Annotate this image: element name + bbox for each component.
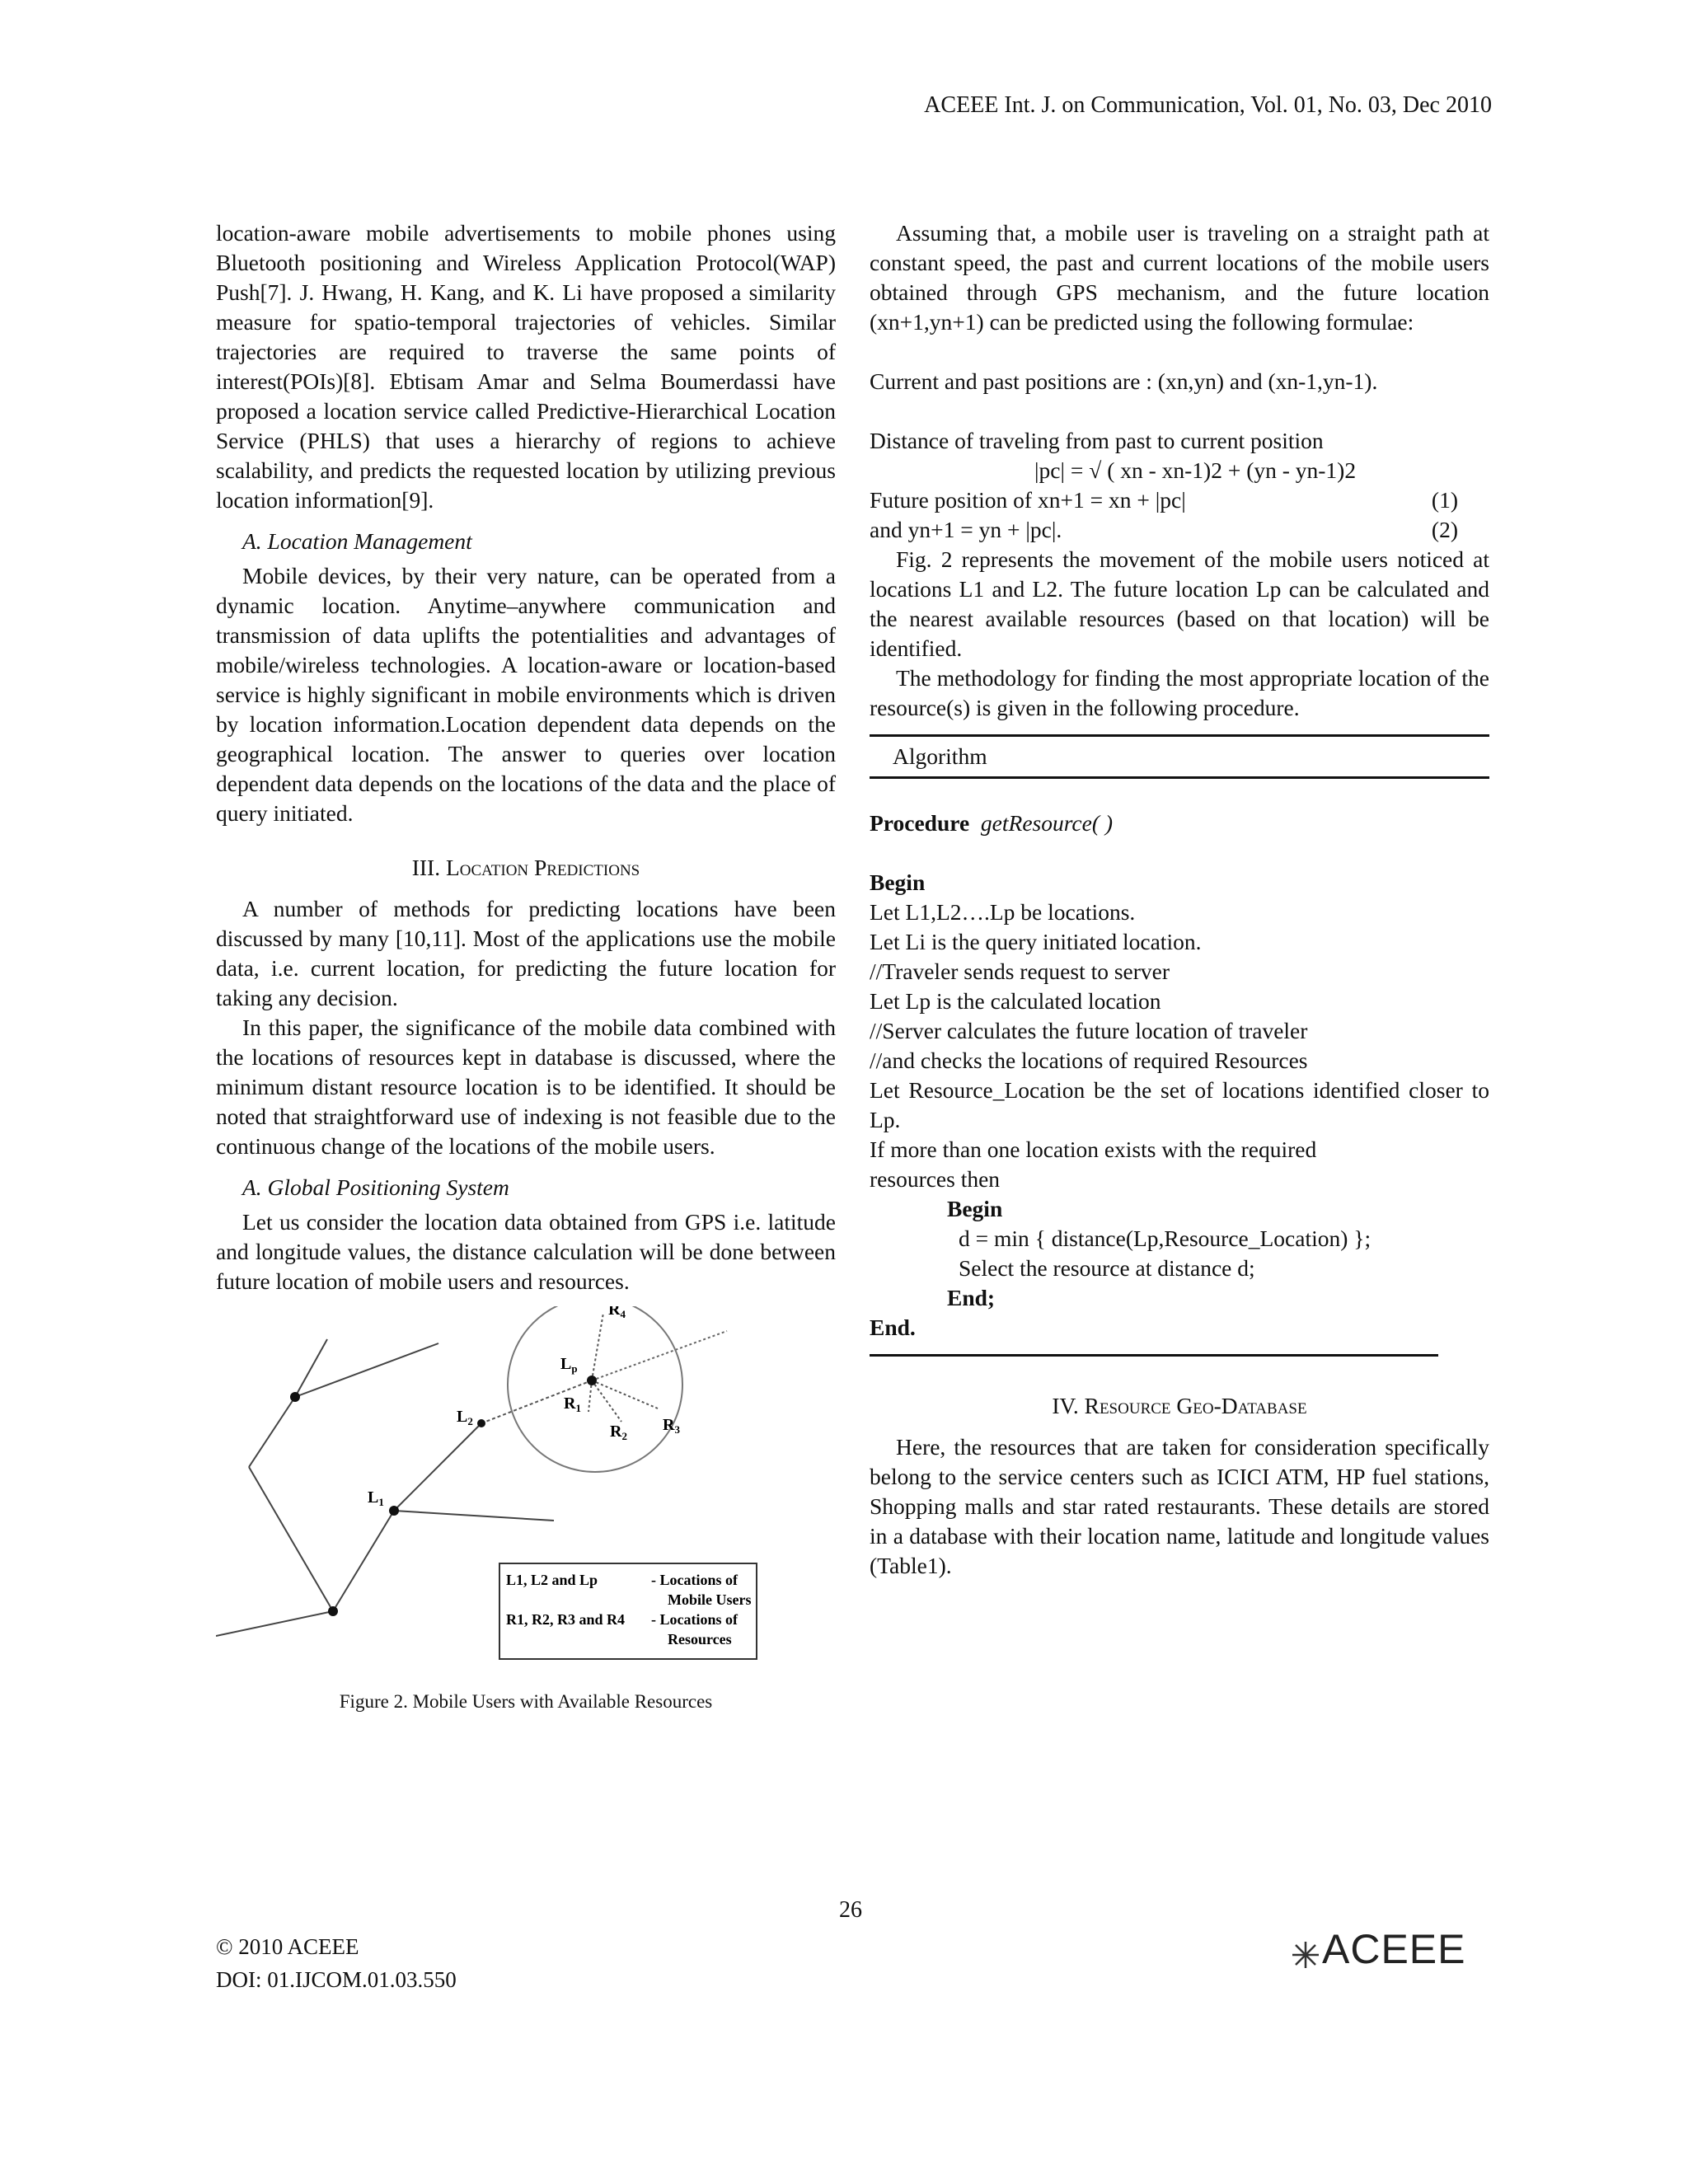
copyright: © 2010 ACEEE xyxy=(216,1934,359,1959)
equation-1-body: Future position of xn+1 = xn + |pc| xyxy=(870,487,1186,513)
aceee-logo-text: ACEEE xyxy=(1322,1926,1466,1972)
distance-formula: |pc| = √ ( xn - xn-1)2 + (yn - yn-1)2 xyxy=(1034,457,1357,483)
left-paragraph-1: location-aware mobile advertisements to mobile phones using Bluetooth positioning and Wireless Application Protocol(WAP) Push[7]. J. Hwang, H. Kang, and K. Li have proposed a similarity measure for spatio-temporal trajectories of vehicles. Similar trajectories are required to traverse the same points of interest(POIs)[8]. Ebtisam Amar and Selma Boumerdassi have proposed a location service called Predictive-Hierarchical Location Service (PHLS) that uses a hierarchy of regions to achieve scalability, and predicts the requested location by utilizing previous location information[9]. xyxy=(216,220,836,513)
section-location-predictions: III. Location Predictions xyxy=(411,855,640,880)
algorithm-inner-line-2: Select the resource at distance d; xyxy=(959,1255,1255,1281)
right-paragraph-4: Here, the resources that are taken for consideration specifically belong to the service centers such as ICICI ATM, HP fuel stations, Shopping malls and star rated restaurants. These details are stored in a database with their location name, latitude and longitude values (Table1). xyxy=(870,1434,1489,1578)
algorithm-line: Let Lp is the calculated location xyxy=(870,988,1161,1014)
search-radius-circle xyxy=(508,1306,682,1472)
label-r3: $R_3$ xyxy=(663,1416,680,1436)
distance-intro: Distance of traveling from past to current position xyxy=(870,428,1324,453)
equation-2-body: and yn+1 = yn + |pc|. xyxy=(870,517,1062,542)
location-l1-node xyxy=(389,1506,399,1516)
label-l1: $L_1$ xyxy=(368,1488,384,1508)
path-segment xyxy=(249,1397,295,1467)
positions-line: Current and past positions are : (xn,yn) and (xn-1,yn-1). xyxy=(870,368,1378,394)
legend-row2-value-b: Resources xyxy=(668,1631,732,1647)
label-lp: $L_p$ xyxy=(560,1355,578,1375)
resource-link-r4 xyxy=(592,1313,603,1380)
algorithm-line: Let L1,L2….Lp be locations. xyxy=(870,899,1136,925)
algorithm-inner-begin: Begin xyxy=(947,1196,1003,1221)
procedure-name: getResource( ) xyxy=(980,810,1114,836)
left-paragraph-2: Mobile devices, by their very nature, can be operated from a dynamic location. Anytime–anywhere communication and transmission of data uplifts the potentialities and advantages of mobile/wireless technologies. A location-aware or location-based service is highly significant in mobile environments which is driven by location information.Location dependent data depends on the geographical location. The answer to queries over location dependent data depends on the locations of the data and the place of query initiated. xyxy=(216,563,836,826)
right-column xyxy=(870,218,1489,1581)
path-segment xyxy=(216,1611,333,1636)
predicted-path-extension xyxy=(592,1331,727,1380)
algorithm-line: //Traveler sends request to server xyxy=(870,958,1170,984)
algorithm-inner-line-1: d = min { distance(Lp,Resource_Location) }; xyxy=(959,1226,1372,1251)
right-paragraph-2: Fig. 2 represents the movement of the mobile users noticed at locations L1 and L2. The future location Lp can be calculated and the nearest available resources (based on that location) will be identified. xyxy=(870,546,1489,661)
legend-row2-key: R1, R2, R3 and R4 xyxy=(506,1611,626,1628)
equation-1 xyxy=(870,485,1489,515)
path-segment xyxy=(394,1423,481,1511)
path-segment xyxy=(249,1467,333,1611)
figure-caption: Figure 2. Mobile Users with Available Resources xyxy=(339,1691,713,1712)
procedure-keyword: Procedure xyxy=(870,810,970,836)
algorithm-inner-end: End; xyxy=(947,1285,996,1310)
section-resource-geo-database: IV. Resource Geo-Database xyxy=(1052,1393,1307,1418)
path-segment xyxy=(333,1511,394,1611)
left-paragraph-5: Let us consider the location data obtained from GPS i.e. latitude and longitude values, the distance calculation will be done between future location of mobile users and resources. xyxy=(216,1209,836,1294)
legend-row2-value-a: - Locations of xyxy=(651,1611,738,1628)
doi: DOI: 01.IJCOM.01.03.550 xyxy=(216,1967,457,1992)
algorithm-line: //Server calculates the future location of traveler xyxy=(870,1018,1308,1043)
path-node xyxy=(328,1606,338,1616)
algorithm-title: Algorithm xyxy=(893,743,987,769)
algorithm-if-line-2: resources then xyxy=(870,1166,1001,1192)
algorithm-bottom-rule xyxy=(870,1354,1438,1357)
label-l2: $L_2$ xyxy=(457,1408,473,1427)
algorithm-end: End. xyxy=(870,1315,916,1340)
figure-2 xyxy=(216,1306,836,1677)
path-node xyxy=(290,1392,300,1402)
label-r1: $R_1$ xyxy=(564,1394,581,1414)
right-paragraph-1: Assuming that, a mobile user is traveling on a straight path at constant speed, the past and current locations of the mobile users obtained through GPS mechanism, and the future location (xn+1,yn+1) can be predicted using the following formulae: xyxy=(870,220,1489,335)
location-lp-node xyxy=(587,1376,597,1385)
equation-2 xyxy=(870,515,1489,545)
algorithm-if-line-1: If more than one location exists with the required xyxy=(870,1137,1317,1162)
legend-row1-value-b: Mobile Users xyxy=(668,1591,752,1608)
legend-row1-value-a: - Locations of xyxy=(651,1572,738,1588)
legend-row1-key: L1, L2 and Lp xyxy=(506,1572,598,1588)
algorithm-resource-line: Let Resource_Location be the set of locations identified closer to Lp. xyxy=(870,1077,1489,1132)
equation-2-number: (2) xyxy=(1431,517,1458,542)
path-segment xyxy=(394,1511,554,1521)
algorithm-line: Let Li is the query initiated location. xyxy=(870,929,1202,954)
label-r4: $R_4$ xyxy=(608,1306,626,1320)
label-r2: $R_2$ xyxy=(610,1422,627,1442)
left-paragraph-4: In this paper, the significance of the mobile data combined with the locations of resources kept in database is discussed, where the minimum distant resource location is to be identified. It should be noted that straightforward use of indexing is not feasible due to the continuous change of the locations of the mobile users. xyxy=(216,1015,836,1159)
algorithm-begin: Begin xyxy=(870,869,926,895)
page-number: 26 xyxy=(839,1897,862,1923)
right-paragraph-3: The methodology for finding the most appropriate location of the resource(s) is given in the following procedure. xyxy=(870,665,1489,720)
equation-1-number: (1) xyxy=(1431,487,1458,513)
path-segment xyxy=(295,1343,438,1397)
running-head: ACEEE Int. J. on Communication, Vol. 01, No. 03, Dec 2010 xyxy=(924,92,1492,118)
algorithm-line: //and checks the locations of required Resources xyxy=(870,1047,1308,1073)
footer-block xyxy=(216,1930,457,1996)
left-paragraph-3: A number of methods for predicting locations have been discussed by many [10,11]. Most of the applications use the mobile data, i.e. current location, for predicting the future location for taking any decision. xyxy=(216,896,836,1010)
subsection-gps: A. Global Positioning System xyxy=(242,1174,509,1200)
path-segment xyxy=(295,1339,327,1397)
procedure-header xyxy=(870,808,1489,838)
subsection-location-management: A. Location Management xyxy=(242,528,472,554)
figure-diagram xyxy=(216,1306,836,1677)
location-l2-node xyxy=(477,1419,485,1427)
left-column xyxy=(216,218,836,1717)
